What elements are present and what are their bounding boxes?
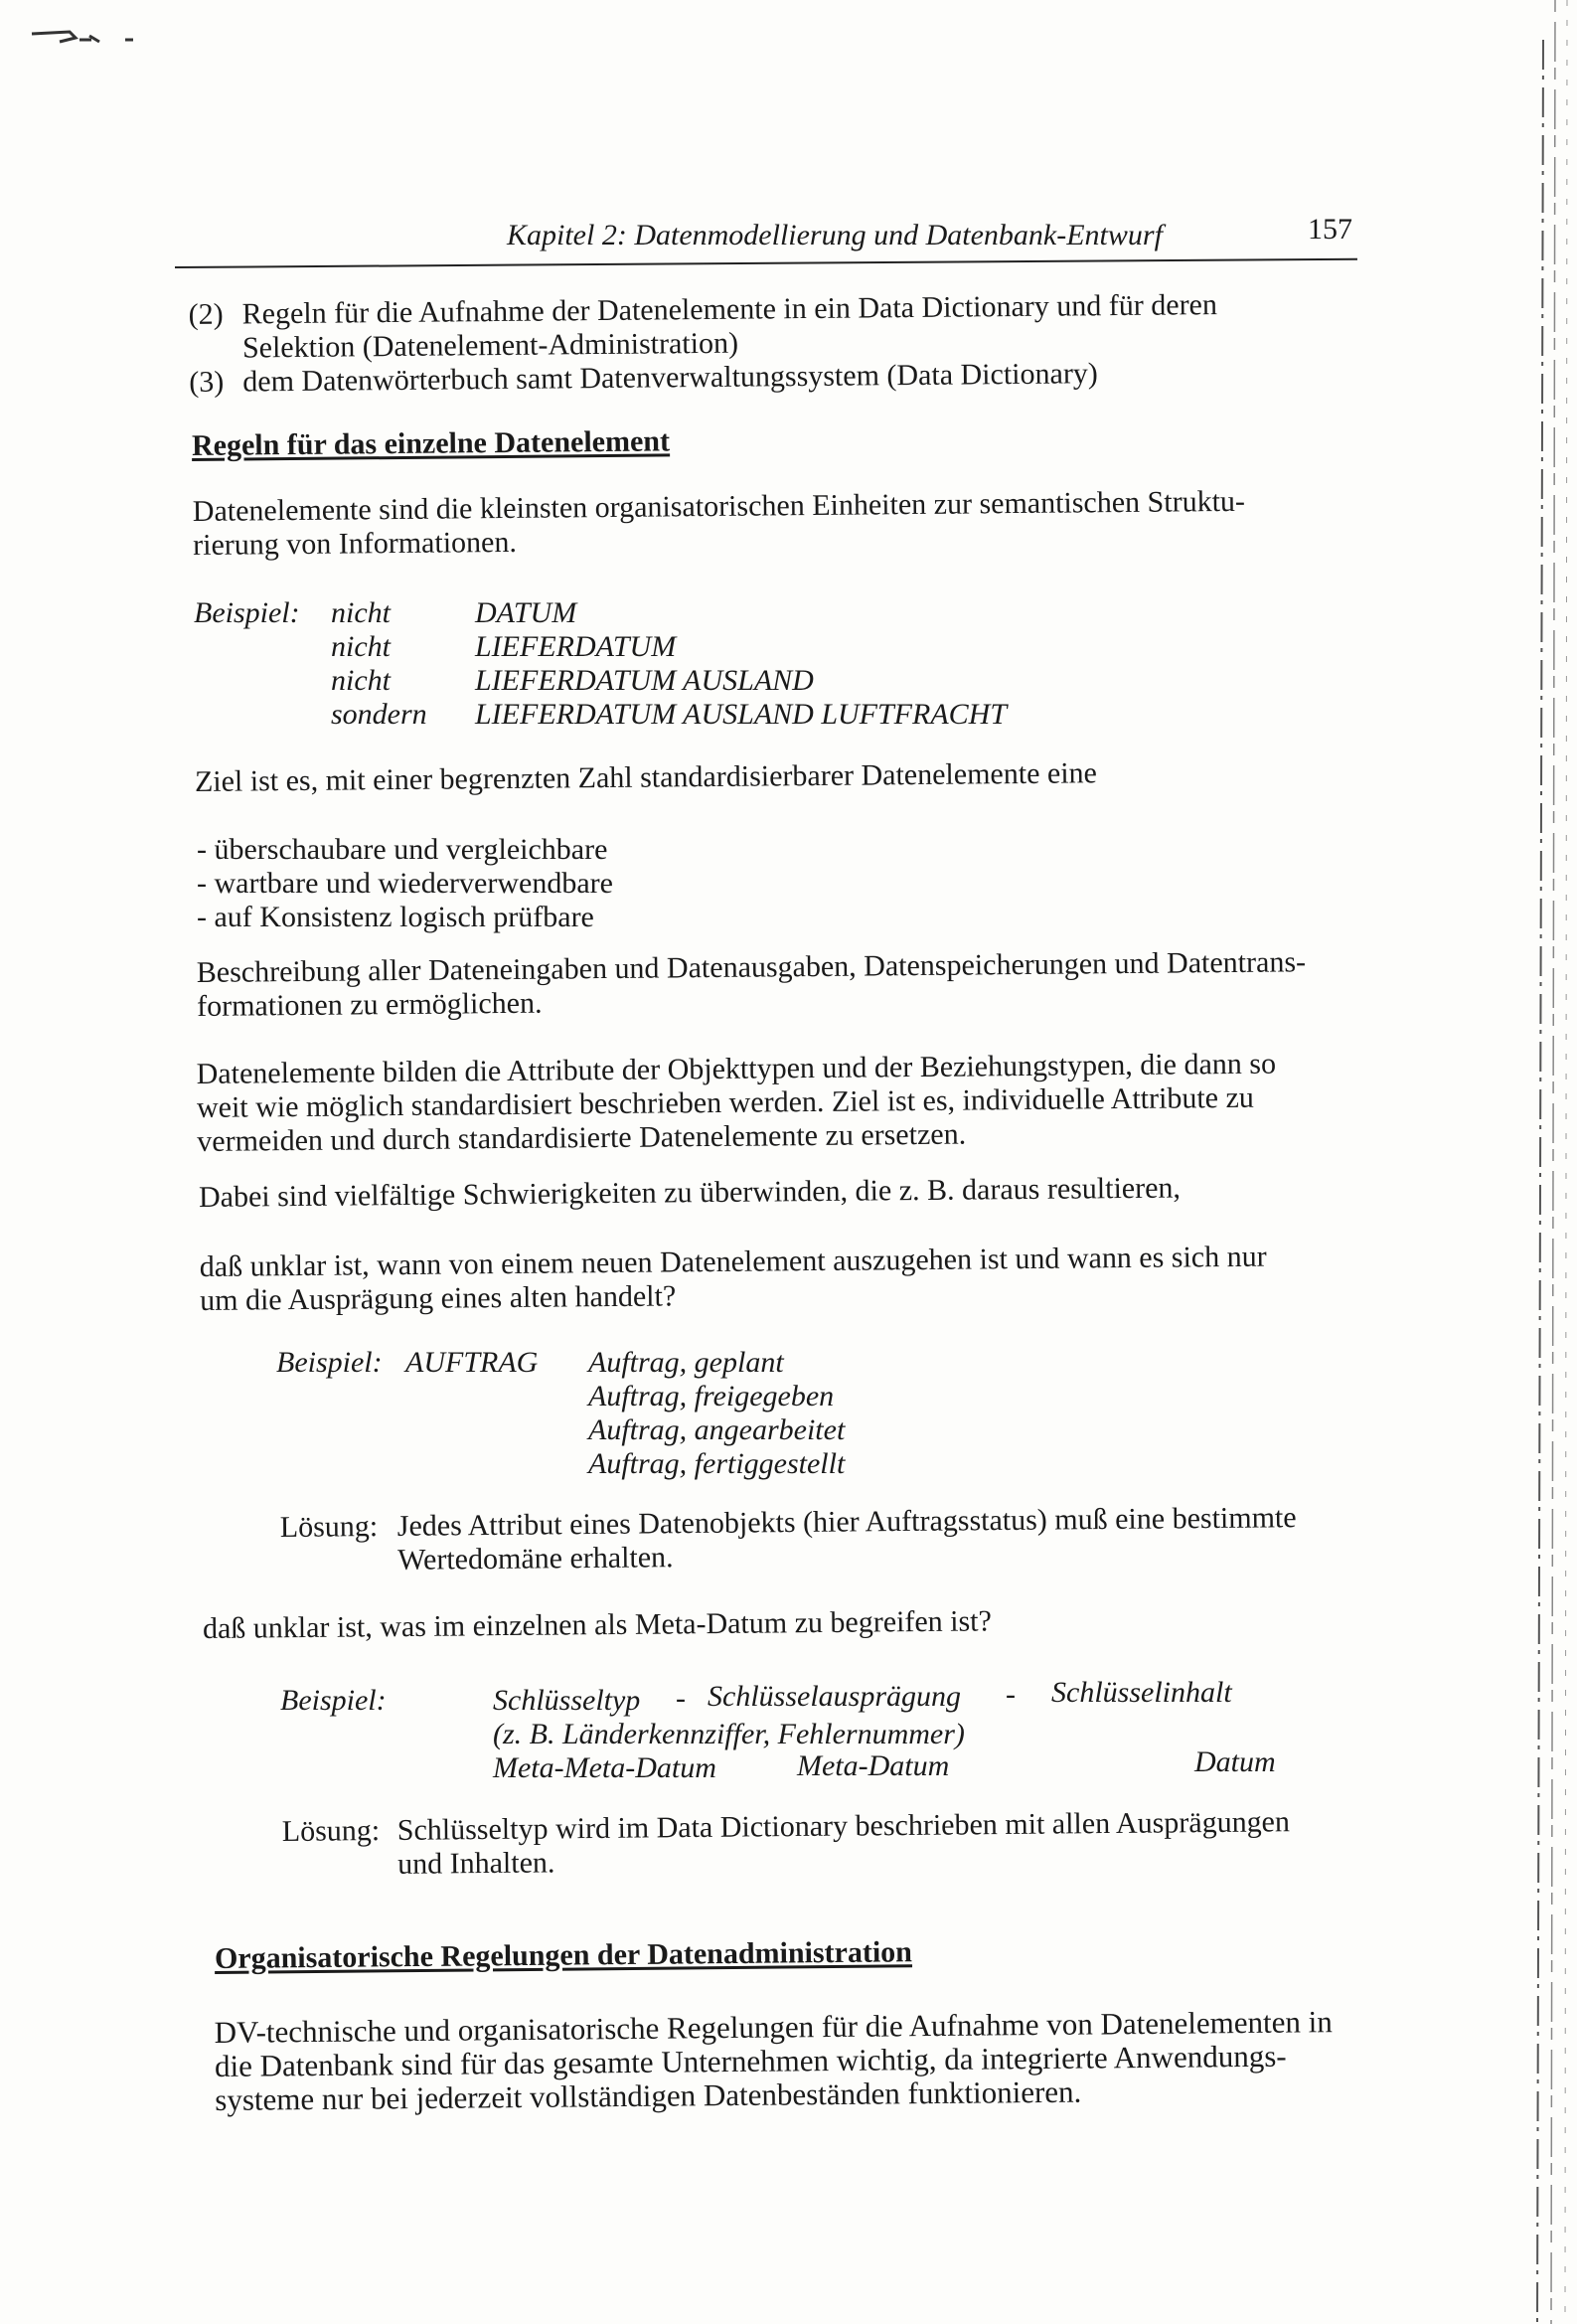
separator: - bbox=[676, 1682, 686, 1715]
text-line: systeme nur bei jederzeit vollständigen Datenbeständen funktionieren. bbox=[215, 2074, 1082, 2117]
paragraph bbox=[215, 2005, 1334, 2117]
example-key: nicht bbox=[331, 630, 391, 663]
text-line: Beschreibung aller Dateneingaben und Datenausgaben, Datenspeicherungen und Datentrans- bbox=[196, 945, 1307, 990]
solution-block bbox=[280, 1501, 1297, 1578]
example-value: Auftrag, fertiggestellt bbox=[588, 1447, 846, 1480]
text-line: daß unklar ist, wann von einem neuen Datenelement auszugehen ist und wann es sich nur bbox=[199, 1240, 1267, 1283]
example-block bbox=[280, 1676, 1334, 1789]
text-line: DV-technische und organisatorische Regelungen für die Aufnahme von Datenelementen in bbox=[214, 2004, 1333, 2051]
text-line: Wertedomäne erhalten. bbox=[396, 1541, 674, 1577]
running-header-title: Kapitel 2: Datenmodellierung und Datenbank-Entwurf bbox=[507, 219, 1163, 251]
example-value: Meta-Datum bbox=[797, 1749, 950, 1782]
paragraph bbox=[197, 1048, 1277, 1159]
text-line: weit wie möglich standardisiert beschrieben werden. Ziel ist es, individuelle Attribute zu bbox=[196, 1080, 1254, 1124]
header-rule bbox=[175, 258, 1357, 268]
example-label: Beispiel: bbox=[276, 1346, 383, 1379]
example-value: LIEFERDATUM bbox=[475, 630, 677, 663]
text-line: und Inhalten. bbox=[396, 1846, 555, 1881]
paragraph bbox=[200, 1241, 1267, 1318]
text-line: Datenelemente sind die kleinsten organisatorischen Einheiten zur semantischen Struktu- bbox=[192, 484, 1246, 529]
example-value: DATUM bbox=[475, 596, 577, 629]
list-item: - wartbare und wiederverwendbare bbox=[197, 867, 613, 900]
example-value: LIEFERDATUM AUSLAND LUFTFRACHT bbox=[475, 698, 1008, 731]
text-line: vermeiden und durch standardisierte Datenelemente zu ersetzen. bbox=[197, 1117, 967, 1158]
example-value: Meta-Meta-Datum bbox=[493, 1751, 716, 1784]
page-number: 157 bbox=[1308, 213, 1352, 246]
example-value: Schlüsselinhalt bbox=[1051, 1676, 1232, 1709]
example-block bbox=[194, 596, 1007, 732]
example-key: sondern bbox=[331, 698, 427, 731]
bullet-list bbox=[197, 833, 613, 934]
example-value: Auftrag, freigegeben bbox=[588, 1380, 835, 1412]
example-value: Schlüsselausprägung bbox=[708, 1680, 961, 1713]
section-heading: Organisatorische Regelungen der Datenadministration bbox=[214, 1935, 913, 1975]
scan-mark-decoration bbox=[30, 28, 139, 50]
text-line: Schlüsseltyp wird im Data Dictionary beschrieben mit allen Ausprägungen bbox=[396, 1805, 1291, 1847]
scan-edge-decoration bbox=[1507, 0, 1577, 2324]
example-value: LIEFERDATUM AUSLAND bbox=[475, 664, 814, 697]
paragraph bbox=[197, 945, 1307, 1024]
list-item-number: (3) bbox=[189, 365, 225, 399]
example-value: Auftrag, geplant bbox=[588, 1346, 784, 1379]
text-line: rierung von Informationen. bbox=[193, 525, 518, 562]
paragraph: Dabei sind vielfältige Schwierigkeiten zu überwinden, die z. B. daraus resultieren, bbox=[198, 1171, 1182, 1214]
example-value: Schlüsseltyp bbox=[493, 1684, 641, 1717]
section-heading: Regeln für das einzelne Datenelement bbox=[191, 424, 671, 462]
example-value: (z. B. Länderkennziffer, Fehlernummer) bbox=[493, 1718, 965, 1750]
example-value: Auftrag, angearbeitet bbox=[588, 1413, 846, 1446]
example-key: AUFTRAG bbox=[405, 1346, 539, 1379]
separator: - bbox=[1006, 1678, 1016, 1711]
example-block bbox=[276, 1346, 845, 1481]
list-item-text: dem Datenwörterbuch samt Datenverwaltungssystem (Data Dictionary) bbox=[242, 357, 1099, 399]
example-key: nicht bbox=[331, 596, 391, 629]
text-line: Datenelemente bilden die Attribute der Objekttypen und der Beziehungstypen, die dann so bbox=[196, 1047, 1277, 1091]
list-item: - auf Konsistenz logisch prüfbare bbox=[197, 901, 594, 933]
example-value: Datum bbox=[1194, 1745, 1276, 1778]
list-item: - überschaubare und vergleichbare bbox=[197, 833, 608, 866]
text-line: Jedes Attribut eines Datenobjekts (hier Auftragsstatus) muß eine bestimmte bbox=[396, 1501, 1297, 1543]
solution-label: Lösung: bbox=[279, 1510, 379, 1544]
paragraph bbox=[193, 485, 1246, 563]
solution-label: Lösung: bbox=[281, 1814, 381, 1848]
numbered-list bbox=[189, 288, 1218, 400]
list-item-number: (2) bbox=[188, 297, 224, 332]
text-line: formationen zu ermöglichen. bbox=[197, 986, 543, 1023]
list-item-text: Selektion (Datenelement-Administration) bbox=[241, 326, 739, 365]
solution-block bbox=[282, 1805, 1291, 1883]
text-line: um die Ausprägung eines alten handelt? bbox=[200, 1279, 677, 1317]
paragraph: daß unklar ist, was im einzelnen als Meta-Datum zu begreifen ist? bbox=[202, 1604, 993, 1645]
example-key: nicht bbox=[331, 664, 391, 697]
example-label: Beispiel: bbox=[194, 596, 300, 629]
text-line: die Datenbank sind für das gesamte Unternehmen wichtig, da integrierte Anwendungs- bbox=[214, 2038, 1287, 2083]
list-item-text: Regeln für die Aufnahme der Datenelemente in ein Data Dictionary und für deren bbox=[241, 288, 1218, 331]
paragraph: Ziel ist es, mit einer begrenzten Zahl standardisierbarer Datenelemente eine bbox=[194, 756, 1098, 798]
example-label: Beispiel: bbox=[280, 1684, 387, 1717]
